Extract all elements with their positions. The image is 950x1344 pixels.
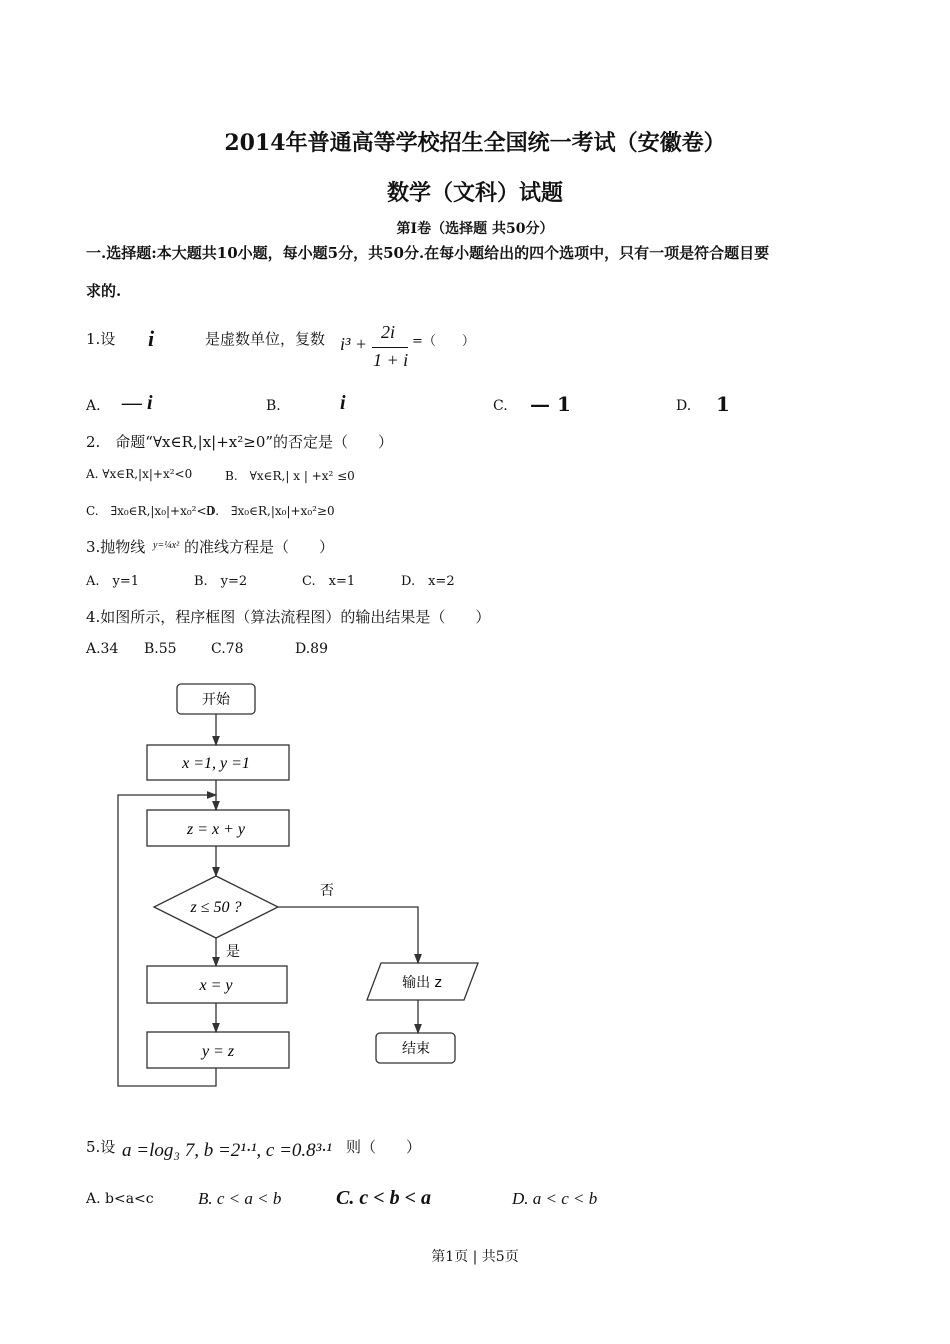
start-label: 开始	[202, 692, 230, 708]
q1-symbol: i	[148, 326, 155, 351]
section-instructions-cont: 求的.	[86, 282, 122, 300]
q2-option-d: D. ∃x₀∈R,|x₀|+x₀²≥0	[206, 504, 335, 518]
q2-option-b: B. ∀x∈R,| x | +x² ≤0	[225, 469, 355, 483]
q3-option-a: A. y=1	[86, 574, 140, 589]
q4-option-b: B.55	[144, 641, 177, 657]
q1-option-b: i	[340, 392, 346, 414]
q1-option-b-label: B.	[266, 398, 281, 414]
init-label: x =1, y =1	[182, 755, 250, 772]
q3-text: 的准线方程是（ ）	[184, 538, 335, 556]
q5-expr: a =log₃ 7, b =2¹·¹, c =0.8³·¹	[122, 1140, 332, 1161]
sum-label: z = x + y	[186, 821, 246, 838]
exam-title: 2014年普通高等学校招生全国统一考试（安徽卷）	[224, 130, 726, 156]
q5-text: 则（ ）	[346, 1138, 422, 1156]
exam-subtitle: 数学（文科）试题	[386, 180, 563, 206]
q1-option-a: — i	[122, 392, 153, 414]
q3-option-d: D. x=2	[401, 574, 455, 589]
q4-option-a: A.34	[86, 641, 119, 657]
q3-option-c: C. x=1	[302, 574, 356, 589]
q1-option-d: 1	[716, 392, 730, 416]
output-label: 输出 z	[402, 975, 442, 991]
q4-option-d: D.89	[295, 641, 328, 657]
section-instructions: 一.选择题:本大题共10小题，每小题5分，共50分.在每小题给出的四个选项中，只有一项是符合题目要	[86, 244, 770, 262]
q5-option-a: A. b<a<c	[86, 1191, 154, 1207]
q1-prefix: 1.设	[86, 330, 116, 348]
condition-label: z ≤ 50 ?	[190, 899, 242, 916]
q1-expr: i³ +	[340, 334, 368, 354]
q5-option-b: B. c < a < b	[198, 1189, 282, 1208]
q3-expr: y=¼x²	[153, 540, 180, 551]
no-label: 否	[320, 883, 334, 899]
assign-y-label: y = z	[201, 1043, 235, 1060]
q1-numerator: 2i	[381, 322, 396, 342]
q5-prefix: 5.设	[86, 1138, 116, 1156]
q4-text: 4.如图所示，程序框图（算法流程图）的输出结果是（ ）	[86, 608, 491, 626]
part-heading: 第Ⅰ卷（选择题 共50分）	[396, 221, 554, 237]
q1-option-d-label: D.	[676, 398, 692, 414]
q1-text: 是虚数单位，复数	[205, 330, 326, 348]
q5-option-d: D. a < c < b	[512, 1189, 598, 1208]
assign-x-label: x = y	[199, 977, 233, 994]
q3-prefix: 3.抛物线	[86, 538, 146, 556]
q2-text: 2. 命题“∀x∈R,|x|+x²≥0”的否定是（ ）	[86, 433, 394, 451]
q1-denominator: 1 + i	[373, 350, 409, 370]
q1-answer-blank: =（ ）	[412, 334, 475, 349]
end-label: 结束	[402, 1041, 430, 1057]
yes-label: 是	[226, 944, 240, 960]
q2-option-c: C. ∃x₀∈R,|x₀|+x₀²<0	[86, 504, 215, 518]
q5-option-c: C. c < b < a	[336, 1187, 432, 1209]
q3-option-b: B. y=2	[194, 574, 248, 589]
q1-option-c-label: C.	[493, 398, 508, 414]
q2-option-a: A. ∀x∈R,|x|+x²<0	[86, 467, 193, 481]
q1-option-c: — 1	[530, 392, 571, 416]
q1-option-a-label: A.	[86, 398, 101, 414]
q4-option-c: C.78	[211, 641, 244, 657]
page-footer: 第1页 | 共5页	[431, 1249, 519, 1265]
